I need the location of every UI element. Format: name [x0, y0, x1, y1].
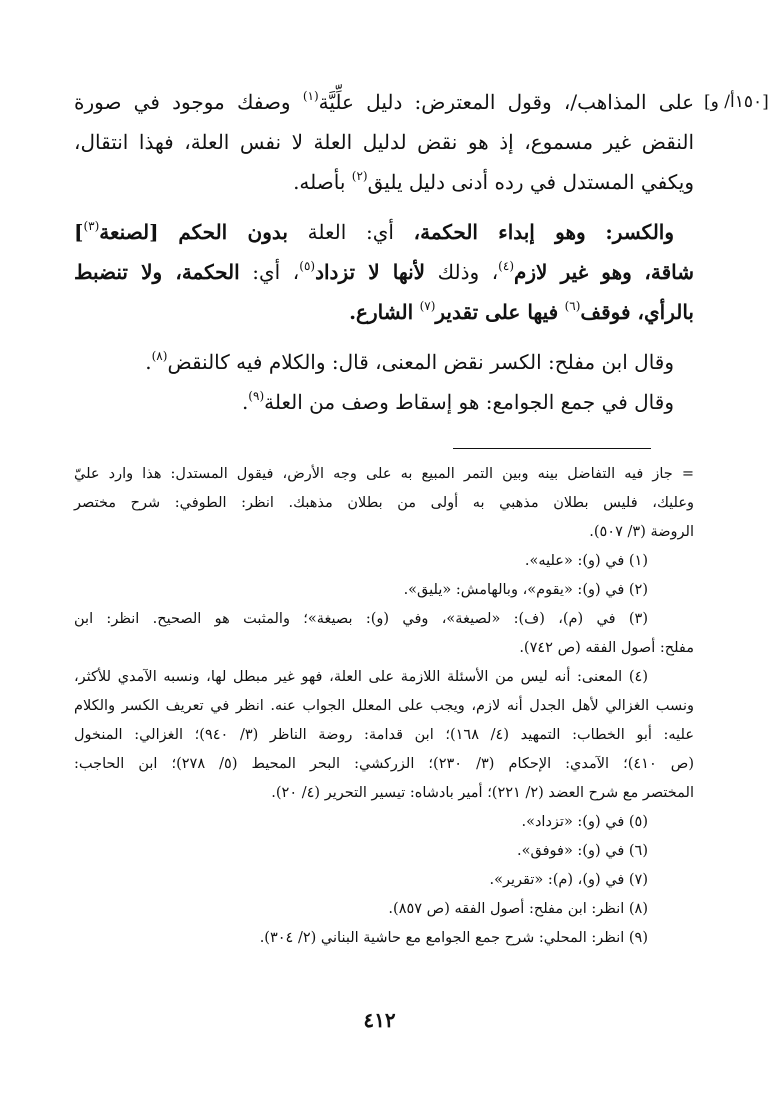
margin-manuscript-reference: [١٥٠أ/ و] — [704, 92, 769, 112]
footnote-separator — [453, 448, 651, 449]
footnote-8: (٨) انظر: ابن مفلح: أصول الفقه (ص ٨٥٧). — [388, 901, 648, 917]
footnote-ref-4[interactable]: (٤) — [498, 259, 514, 273]
footnote-4-line-2: ونسب الغزالي لأهل الجدل أنه لازم، ويجب على المعلل الجواب عنه. انظر في تعريف الكسر والكلام — [74, 698, 694, 714]
footnote-ref-1[interactable]: (١) — [302, 89, 319, 103]
main-line-8: وقال في جمع الجوامع: هو إسقاط وصف من العلة$^{(٩)}$. — [241, 389, 674, 414]
footnotes — [74, 460, 694, 953]
footnote-ref-3[interactable]: (٣) — [83, 219, 100, 233]
footnote-5: (٥) في (و): «تزداد». — [521, 814, 648, 830]
footnote-ref-7[interactable]: (٧) — [419, 299, 436, 313]
footnote-ref-6[interactable]: (٦) — [564, 299, 581, 313]
footnote-6: (٦) في (و): «فوفق». — [517, 843, 648, 859]
footnote-1: (١) في (و): «عليه». — [524, 553, 648, 569]
main-line-6: بالرأي، فوقف$^{(٦)}$ فيها على تقدير$^{(٧)}$ الشارع. — [349, 299, 694, 324]
main-line-5: شاقة، وهو غير لازم$^{(٤)}$، وذلك لأنها لا تزداد$^{(٥)}$، أي: الحكمة، ولا تنضبط — [74, 259, 694, 284]
footnote-4-line-5: المختصر مع شرح العضد (٢/ ٢٢١)؛ أمير بادشاه: تيسير التحرير (٤/ ٢٠). — [271, 785, 694, 801]
footnote-3-line-2: مفلح: أصول الفقه (ص ٧٤٢). — [519, 640, 694, 656]
footnote-ref-8[interactable]: (٨) — [151, 349, 168, 363]
main-text — [74, 82, 694, 422]
main-line-4: والكسر: وهو إبداء الحكمة، أي: العلة بدون الحكم [لصنعة$^{(٣)}$] — [74, 219, 675, 244]
footnote-9: (٩) انظر: المحلي: شرح جمع الجوامع مع حاشية البناني (٢/ ٣٠٤). — [259, 930, 648, 946]
footnote-ref-5[interactable]: (٥) — [299, 259, 316, 273]
footnote-4-line-1: (٤) المعنى: أنه ليس من الأسئلة اللازمة على العلة، فهو غير مبطل لها، ونسبه الآمدي للأكثر، — [74, 669, 648, 685]
footnote-ref-2[interactable]: (٢) — [351, 169, 368, 183]
footnote-ref-9[interactable]: (٩) — [248, 389, 265, 403]
main-line-2: النقض غير مسموع، إذ هو نقض لدليل العلة لا نفس العلة، فهذا انتقال، — [74, 130, 694, 154]
page-number: ٤١٢ — [363, 1008, 396, 1032]
footnote-2: (٢) في (و): «يقوم»، وبالهامش: «يليق». — [403, 582, 648, 598]
footnote-7: (٧) في (و)، (م): «تقرير». — [489, 872, 648, 888]
footnote-4-line-3: عليه: أبو الخطاب: التمهيد (٤/ ١٦٨)؛ ابن قدامة: روضة الناظر (٣/ ٩٤٠)؛ الغزالي: المنخول — [74, 727, 695, 743]
footnote-continued-line-2: وعليك، فليس بطلان مذهبي به أولى من بطلان مذهبك. انظر: الطوفي: شرح مختصر — [74, 495, 694, 511]
main-line-7: وقال ابن مفلح: الكسر نقض المعنى، قال: والكلام فيه كالنقض$^{(٨)}$. — [145, 349, 674, 374]
footnote-3-line-1: (٣) في (م)، (ف): «لصيغة»، وفي (و): بصيغة»؛ والمثبت هو الصحيح. انظر: ابن — [74, 611, 648, 627]
footnote-4-line-4: (ص ٤١٠)؛ الآمدي: الإحكام (٣/ ٢٣٠)؛ الزركشي: البحر المحيط (٥/ ٢٧٨)؛ ابن الحاجب: — [74, 756, 694, 772]
footnote-continued-line-1: = جاز فيه التفاضل بينه وبين التمر المبيع به على وجه الأرض، فيقول المستدل: هذا وارد عليّ — [74, 466, 694, 482]
footnote-continued-line-3: الروضة (٣/ ٥٠٧). — [589, 524, 694, 540]
main-line-3: ويكفي المستدل في رده أدنى دليل يليق$^{(٢)}$ بأصله. — [293, 169, 694, 194]
main-line-1: على المذاهب/، وقول المعترض: دليل علِّيَّة$^{(١)}$ وصفك موجود في صورة — [74, 89, 695, 114]
